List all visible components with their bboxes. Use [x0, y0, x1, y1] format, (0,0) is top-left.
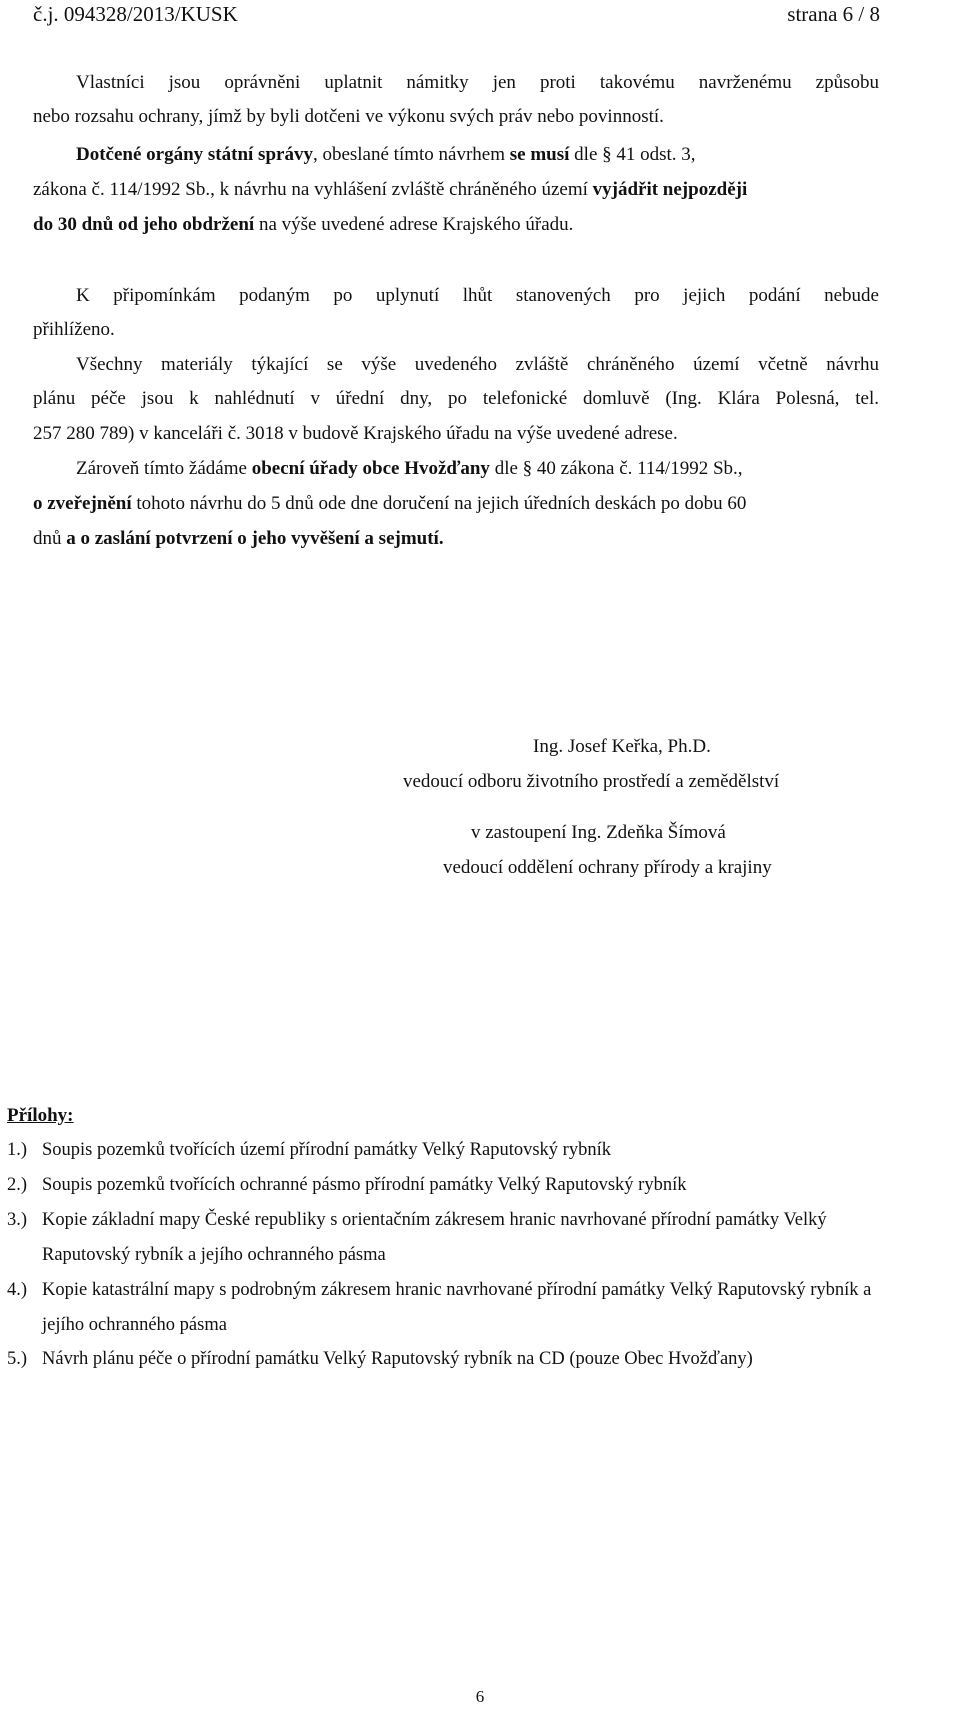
- attachment-number: 2.): [7, 1175, 28, 1195]
- paragraph-authorities-line-3: do 30 dnů od jeho obdržení na výše uvedené adrese Krajského úřadu.: [33, 214, 574, 235]
- paragraph-materials-line-3: 257 280 789) v kanceláři č. 3018 v budově Krajského úřadu na výše uvedené adrese.: [33, 423, 678, 444]
- attachment-text: Soupis pozemků tvořících území přírodní památky Velký Raputovský rybník: [42, 1140, 611, 1160]
- paragraph-request-line-1: Zároveň tímto žádáme obecní úřady obce Hvožďany dle § 40 zákona č. 114/1992 Sb.,: [76, 458, 743, 479]
- bold-publication: o zveřejnění: [33, 493, 132, 514]
- bold-confirmation: a o zaslání potvrzení o jeho vyvěšení a sejmutí.: [66, 528, 444, 549]
- attachment-number: 1.): [7, 1140, 28, 1160]
- attachment-text: Kopie základní mapy České republiky s orientačním zákresem hranic navrhované přírodní památky Velký Raputovský rybník a jejího ochranného pásma: [42, 1210, 827, 1265]
- paragraph-comments-line-2: přihlíženo.: [33, 319, 115, 340]
- bold-municipal-offices: obecní úřady obce Hvožďany: [251, 458, 490, 479]
- paragraph-materials-line-2: plánu péče jsou k nahlédnutí v úřední dny, po telefonické domluvě (Ing. Klára Polesná, tel.: [33, 388, 879, 409]
- paragraph-comments-line-1: K připomínkám podaným po uplynutí lhůt stanovených pro jejich podání nebude: [76, 285, 879, 306]
- attachment-number: 5.): [7, 1349, 28, 1369]
- paragraph-request-line-3: dnů a o zaslání potvrzení o jeho vyvěšení a sejmutí.: [33, 528, 444, 549]
- attachment-item: [7, 1133, 877, 1168]
- signatory-name: Ing. Josef Keřka, Ph.D.: [533, 736, 711, 757]
- bold-deadline: vyjádřit nejpozději: [592, 179, 748, 200]
- paragraph-materials-line-1: Všechny materiály týkající se výše uvedeného zvláště chráněného území včetně návrhu: [76, 354, 879, 375]
- substitute-name: v zastoupení Ing. Zdeňka Šímová: [471, 822, 726, 843]
- attachment-text: Návrh plánu péče o přírodní památku Velký Raputovský rybník na CD (pouze Obec Hvožďany): [42, 1349, 753, 1369]
- substitute-role: vedoucí oddělení ochrany přírody a krajiny: [443, 857, 772, 878]
- attachments-heading: Přílohy:: [7, 1105, 74, 1126]
- attachment-number: 3.): [7, 1210, 28, 1230]
- bold-must: se musí: [509, 144, 570, 165]
- attachment-text: Soupis pozemků tvořících ochranné pásmo přírodní památky Velký Raputovský rybník: [42, 1175, 687, 1195]
- paragraph-authorities-line-1: Dotčené orgány státní správy, obeslané tímto návrhem se musí dle § 41 odst. 3,: [76, 144, 696, 165]
- page-number: 6: [475, 1687, 485, 1706]
- attachment-item: [7, 1342, 877, 1377]
- page-indicator: strana 6 / 8: [787, 2, 880, 26]
- attachment-text: Kopie katastrální mapy s podrobným zákresem hranic navrhované přírodní památky Velký Raputovský rybník a jejího ochranného pásma: [42, 1280, 872, 1335]
- bold-authorities: Dotčené orgány státní správy: [76, 144, 313, 165]
- paragraph-request-line-2: o zveřejnění tohoto návrhu do 5 dnů ode dne doručení na jejich úředních deskách po dobu 60: [33, 493, 747, 514]
- paragraph-authorities-line-2: zákona č. 114/1992 Sb., k návrhu na vyhlášení zvláště chráněného území vyjádřit nejpozději: [33, 179, 748, 200]
- attachment-item: [7, 1273, 877, 1343]
- bold-30-days: do 30 dnů od jeho obdržení: [33, 214, 255, 235]
- attachment-number: 4.): [7, 1280, 28, 1300]
- document-reference: č.j. 094328/2013/KUSK: [33, 2, 238, 26]
- paragraph-owners-line-1: Vlastníci jsou oprávněni uplatnit námitky jen proti takovému navrženému způsobu: [76, 72, 879, 93]
- signatory-role: vedoucí odboru životního prostředí a zemědělství: [403, 771, 780, 792]
- attachment-item: [7, 1203, 877, 1273]
- attachment-item: [7, 1168, 877, 1203]
- paragraph-owners-line-2: nebo rozsahu ochrany, jímž by byli dotčeni ve výkonu svých práv nebo povinností.: [33, 106, 664, 127]
